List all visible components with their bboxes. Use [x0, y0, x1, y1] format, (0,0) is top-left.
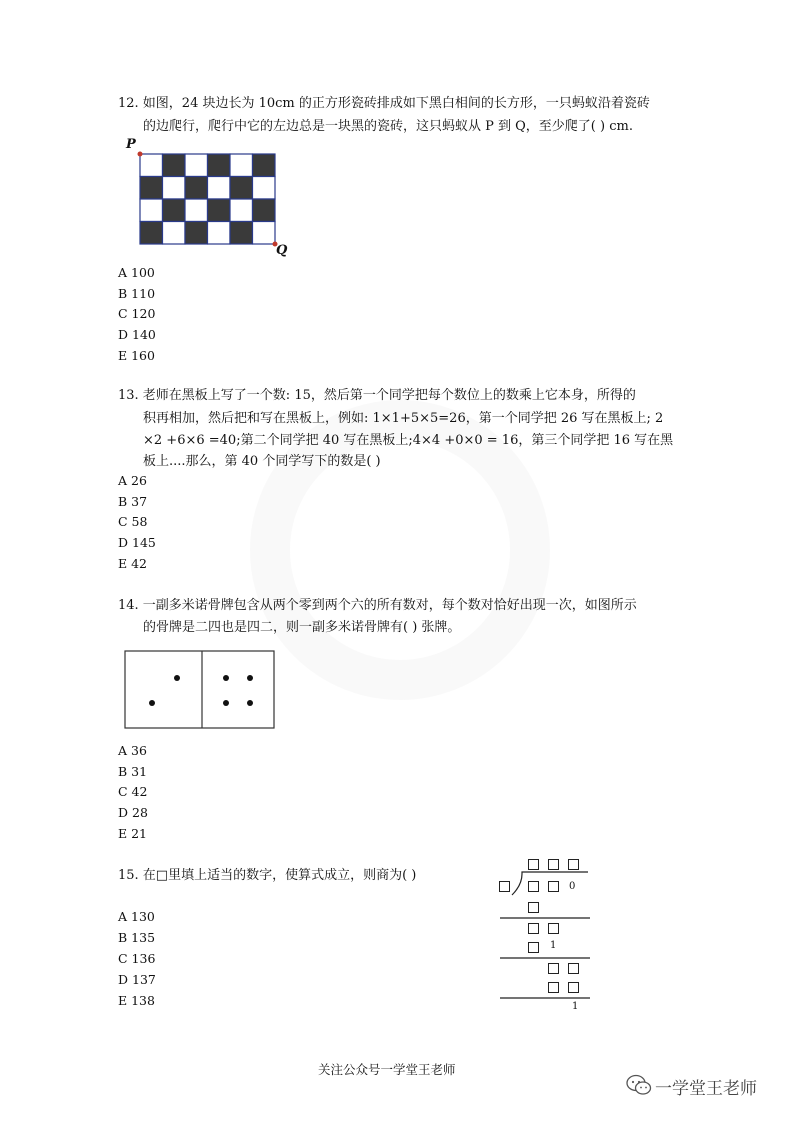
tile: [163, 154, 186, 177]
q12-option-b[interactable]: B 110: [118, 286, 156, 301]
divisor-digit-box[interactable]: [499, 881, 510, 892]
product-digit-one: 1: [550, 940, 557, 951]
q14-text-line1: 14. 一副多米诺骨牌包含从两个零到两个六的所有数对，每个数对恰好出现一次，如图所示: [118, 598, 637, 613]
tile: [208, 199, 231, 222]
tile: [163, 177, 186, 200]
tile: [230, 177, 253, 200]
product-digit-box[interactable]: [528, 902, 539, 913]
tile: [253, 154, 276, 177]
domino-pip: [223, 675, 229, 681]
q12-option-a[interactable]: A 100: [118, 265, 155, 280]
product-digit-box[interactable]: [548, 982, 559, 993]
tile: [185, 177, 208, 200]
tile: [253, 199, 276, 222]
remainder-digit-box[interactable]: [548, 963, 559, 974]
q14-option-b[interactable]: B 31: [118, 764, 148, 779]
tile: [163, 222, 186, 245]
label-q: Q: [276, 243, 288, 258]
domino-figure: [124, 650, 276, 734]
tile: [253, 177, 276, 200]
label-p: P: [126, 137, 136, 152]
tile: [185, 222, 208, 245]
q12-text-line2: 的边爬行，爬行中它的左边总是一块黑的瓷砖，这只蚂蚁从 P 到 Q，至少爬了( ) cm.: [143, 119, 633, 134]
q14-option-a[interactable]: A 36: [118, 743, 147, 758]
remainder-digit-box[interactable]: [528, 923, 539, 934]
q15-option-a[interactable]: A 130: [118, 909, 155, 924]
domino-svg: [124, 650, 276, 730]
point-p-dot: [138, 152, 143, 157]
tile: [230, 199, 253, 222]
tile: [208, 222, 231, 245]
q15-text-line1: 15. 在□里填上适当的数字，使算式成立，则商为( ): [118, 868, 417, 883]
q13-text-line1: 13. 老师在黑板上写了一个数: 15，然后第一个同学把每个数位上的数乘上它本身，所得的: [118, 388, 636, 403]
tile: [230, 154, 253, 177]
q14-option-c[interactable]: C 42: [118, 784, 148, 799]
q13-option-a[interactable]: A 26: [118, 473, 147, 488]
q15-option-b[interactable]: B 135: [118, 930, 156, 945]
q12-option-c[interactable]: C 120: [118, 306, 156, 321]
long-division-figure: [492, 850, 602, 1020]
q12-option-d[interactable]: D 140: [118, 327, 156, 342]
q15-option-d[interactable]: D 137: [118, 972, 156, 987]
q12-checkerboard-figure: [118, 136, 298, 270]
domino-pip: [149, 700, 155, 706]
remainder-digit-box[interactable]: [548, 923, 559, 934]
tile: [185, 199, 208, 222]
tile: [140, 154, 163, 177]
tile: [208, 154, 231, 177]
q12-text-line1: 12. 如图，24 块边长为 10cm 的正方形瓷砖排成如下黑白相间的长方形，一只蚂蚁沿着瓷砖: [118, 96, 650, 111]
tile: [163, 199, 186, 222]
checkerboard-svg: [118, 136, 298, 266]
tile: [208, 177, 231, 200]
q13-text-line3: ×2 +6×6 =40;第二个同学把 40 写在黑板上;4×4 +0×0 = 16，第三个同学把 16 写在黑: [143, 433, 674, 448]
q14-text-line2: 的骨牌是二四也是四二，则一副多米诺骨牌有( ) 张牌。: [143, 620, 461, 635]
q13-text-line2: 积再相加，然后把和写在黑板上，例如: 1×1+5×5=26，第一个同学把 26 写在黑板上; 2: [143, 411, 664, 426]
product-digit-box[interactable]: [528, 942, 539, 953]
domino-pip: [247, 700, 253, 706]
q15-option-c[interactable]: C 136: [118, 951, 156, 966]
q13-text-line4: 板上....那么，第 40 个同学写下的数是( ): [143, 454, 381, 469]
tile: [185, 154, 208, 177]
domino-pip: [247, 675, 253, 681]
wechat-icon: [626, 1074, 652, 1100]
q13-option-c[interactable]: C 58: [118, 514, 148, 529]
q13-option-e[interactable]: E 42: [118, 556, 148, 571]
tile: [230, 222, 253, 245]
q14-option-d[interactable]: D 28: [118, 805, 148, 820]
tile: [140, 199, 163, 222]
q12-option-e[interactable]: E 160: [118, 348, 155, 363]
division-lines-svg: [492, 850, 602, 1020]
dividend-digit-box[interactable]: [528, 881, 539, 892]
q14-option-e[interactable]: E 21: [118, 826, 148, 841]
q13-option-d[interactable]: D 145: [118, 535, 156, 550]
remainder-digit-box[interactable]: [568, 963, 579, 974]
domino-pip: [174, 675, 180, 681]
dividend-digit-box[interactable]: [548, 881, 559, 892]
tile: [140, 177, 163, 200]
dividend-digit-zero: 0: [569, 881, 576, 892]
tile: [140, 222, 163, 245]
domino-outline: [125, 651, 274, 728]
tile: [253, 222, 276, 245]
q13-option-b[interactable]: B 37: [118, 494, 148, 509]
domino-pip: [223, 700, 229, 706]
footer-text: 关注公众号一学堂王老师: [318, 1062, 456, 1077]
q15-option-e[interactable]: E 138: [118, 993, 155, 1008]
product-digit-box[interactable]: [568, 982, 579, 993]
footer-brand: 一学堂王老师: [655, 1079, 757, 1099]
final-remainder-one: 1: [572, 1001, 579, 1012]
